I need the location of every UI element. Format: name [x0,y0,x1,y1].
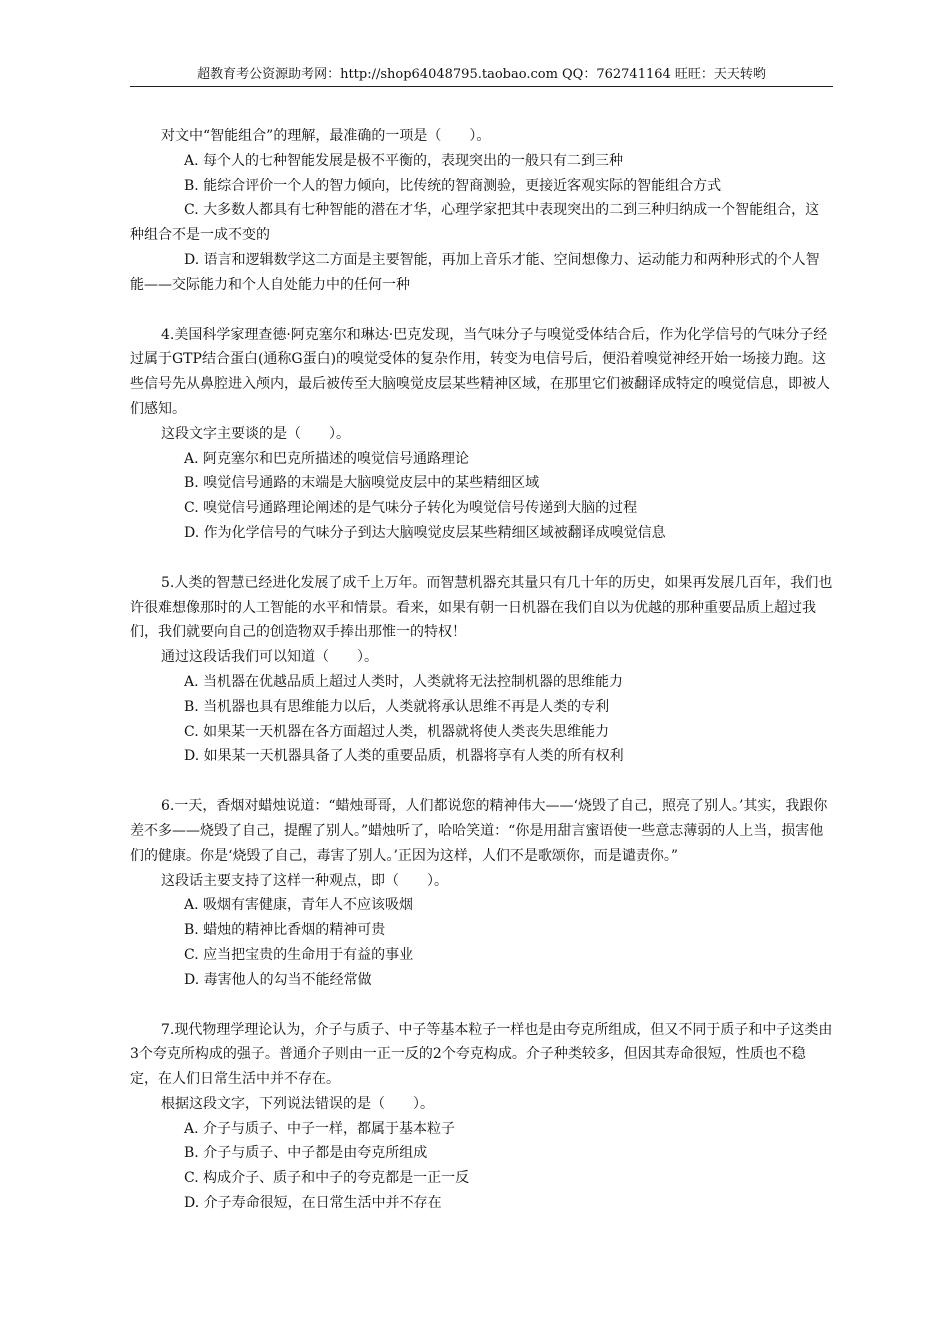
option-c: C. 嗅觉信号通路理论阐述的是气味分子转化为嗅觉信号传递到大脑的过程 [184,500,638,517]
option-b: B. 嗅觉信号通路的末端是大脑嗅觉皮层中的某些精细区域 [184,475,540,492]
question-prompt: 通过这段话我们可以知道（ ）。 [161,649,378,666]
header-divider [130,86,833,87]
option-b: B. 介子与质子、中子都是由夸克所组成 [184,1145,428,1162]
option-d: D. 作为化学信号的气味分子到达大脑嗅觉皮层某些精细区域被翻译成嗅觉信息 [184,524,666,541]
question-prompt: 对文中“智能组合”的理解，最准确的一项是（ ）。 [161,128,491,144]
option-d: D. 介子寿命很短，在日常生活中并不存在 [184,1195,442,1212]
option-b: B. 能综合评价一个人的智力倾向，比传统的智商测验，更接近客观实际的智能组合方式 [184,177,722,194]
option-a: A. 阿克塞尔和巴克所描述的嗅觉信号通路理论 [184,450,470,467]
question-prompt: 这段文字主要谈的是（ ）。 [161,425,350,442]
option-c: C. 如果某一天机器在各方面超过人类，机器就将使人类丧失思维能力 [184,723,610,740]
option-b: B. 蜡烛的精神比香烟的精神可贵 [184,922,386,939]
question-passage: 4.美国科学家理查德·阿克塞尔和琳达·巴克发现，当气味分子与嗅觉受体结合后，作为化学信号的气味分子经过属于GTP结合蛋白(通称G蛋白)的嗅觉受体的复杂作用，转变为电信号后，便沿着嗅觉神经开始一场接力跑。这些信号先从鼻腔进入颅内，最后被传至大脑嗅觉皮层某些精神区域，在那里它们被翻译成特定的嗅觉信息，即被人们感知。 [130,326,830,417]
option-a: A. 介子与质子、中子一样，都属于基本粒子 [184,1120,456,1137]
document-body [130,124,833,1241]
option-c: C. 应当把宝贵的生命用于有益的事业 [184,946,414,963]
page-header: 超教育考公资源助考网：http://shop64048795.taobao.com QQ：762741164 旺旺：天天转哟 [197,67,766,82]
question-prompt: 根据这段文字，下列说法错误的是（ ）。 [161,1095,434,1112]
option-a: A. 每个人的七种智能发展是极不平衡的，表现突出的一般只有二到三种 [184,152,624,169]
option-d: D. 语言和逻辑数学这二方面是主要智能，再加上音乐才能、空间想像力、运动能力和两种形式的个人智能——交际能力和个人自处能力中的任何一种 [130,251,820,293]
option-c: C. 构成介子、质子和中子的夸克都是一正一反 [184,1170,470,1187]
question-block-7 [130,1018,833,1216]
option-c: C. 大多数人都具有七种智能的潜在才华，心理学家把其中表现突出的二到三种归纳成一个智能组合，这种组合不是一成不变的 [130,202,820,244]
option-b: B. 当机器也具有思维能力以后，人类就将承认思维不再是人类的专利 [184,698,610,715]
question-block-5 [130,571,833,769]
option-a: A. 吸烟有害健康，青年人不应该吸烟 [184,897,414,914]
question-block-4 [130,323,833,546]
question-passage: 5.人类的智慧已经进化发展了成千上万年。而智慧机器充其量只有几十年的历史，如果再发展几百年，我们也许很难想像那时的人工智能的水平和情景。看来，如果有朝一日机器在我们自以为优越的那种重要品质上超过我们，我们就要向自己的创造物双手捧出那惟一的特权！ [130,574,833,641]
question-block-3 [130,124,833,298]
option-d: D. 如果某一天机器具备了人类的重要品质，机器将享有人类的所有权利 [184,748,624,765]
option-d: D. 毒害他人的勾当不能经常做 [184,971,372,988]
option-a: A. 当机器在优越品质上超过人类时，人类就将无法控制机器的思维能力 [184,673,624,690]
question-passage: 7.现代物理学理论认为，介子与质子、中子等基本粒子一样也是由夸克所组成，但又不同于质子和中子这类由3个夸克所构成的强子。普通介子则由一正一反的2个夸克构成。介子种类较多，但因其寿命很短，性质也不稳定，在人们日常生活中并不存在。 [130,1021,833,1088]
question-block-6 [130,794,833,992]
question-passage: 6.一天，香烟对蜡烛说道：“蜡烛哥哥，人们都说您的精神伟大——‘烧毁了自己，照亮了别人。’其实，我跟你差不多——烧毁了自己，提醒了别人。”蜡烛听了，哈哈笑道：“你是用甜言蜜语使一些意志薄弱的人上当，损害他们的健康。你是‘烧毁了自己，毒害了别人。’正因为这样，人们不是歌颂你，而是谴责你。” [130,798,828,864]
question-prompt: 这段话主要支持了这样一种观点，即（ ）。 [161,872,448,889]
